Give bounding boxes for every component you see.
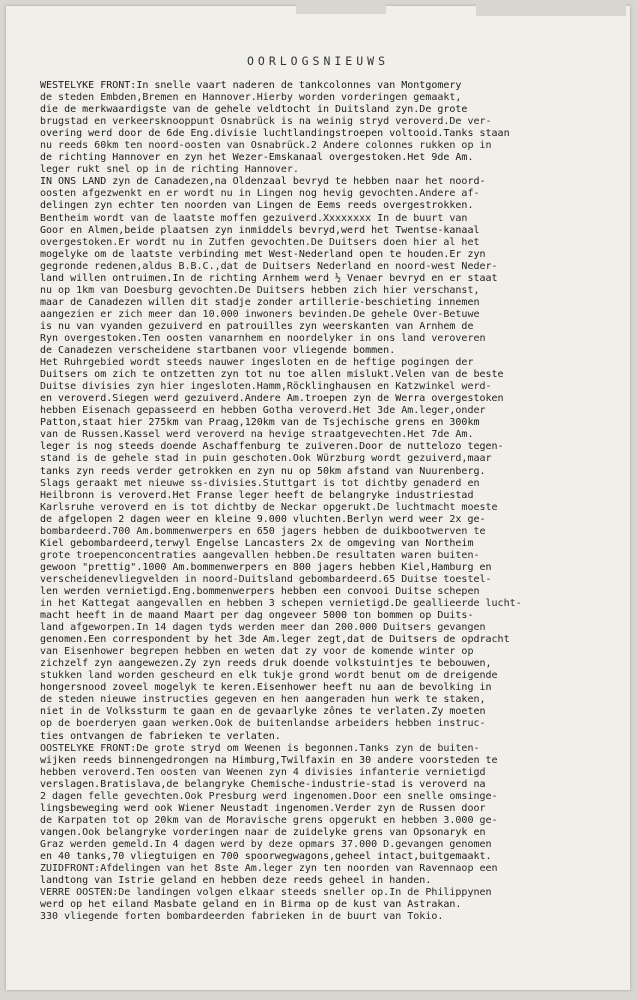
text-line: Slags geraakt met nieuwe ss-divisies.Stuttgart is tot dichtby genaderd en xyxy=(40,477,480,489)
text-line: verscheidenevliegvelden in noord-Duitsland gebombardeerd.65 Duitse toestel- xyxy=(40,573,492,585)
text-line: tanks zyn reeds verder getrokken en zyn nu op 50km afstand van Nuurenberg. xyxy=(40,465,486,477)
text-line: Graz werden gemeld.In 4 dagen werd by deze opmars 37.000 D.gevangen genomen xyxy=(40,838,492,850)
text-line: WESTELYKE FRONT:In snelle vaart naderen de tankcolonnes van Montgomery xyxy=(40,80,462,91)
text-line: de Karpaten tot op 20km van de Moravische grens opgerukt en hebben 3.000 ge- xyxy=(40,814,498,826)
text-line: gewoon "prettig".1000 Am.bommenwerpers en 800 jagers hebben Kiel,Hamburg en xyxy=(40,561,492,573)
page-title: OORLOGSNIEUWS xyxy=(246,54,389,68)
text-line: maar de Canadezen willen dit stadje zonder artillerie-beschieting innemen xyxy=(40,296,480,308)
text-line: leger rukt snel op in de richting Hannover. xyxy=(40,164,299,176)
text-line: en veroverd.Siegen werd gezuiverd.Andere Am.troepen zyn de Werra overgestoken xyxy=(40,393,504,405)
text-line: nu reeds 60km ten noord-oosten van Osnabrück.2 Andere colonnes rukken op in xyxy=(40,140,492,152)
text-line: leger is nog steeds doende Aschaffenburg te zuiveren.Door de nuttelozo tegen- xyxy=(40,441,504,453)
text-line: 2 dagen felle gevechten.Ook Presburg werd ingenomen.Door een snelle omsinge- xyxy=(40,790,498,802)
text-line: overing werd door de 6de Eng.divisie luchtlandingstroepen voltooid.Tanks staan xyxy=(40,128,510,140)
text-line: op de boerderyen gaan werken.Ook de buitenlandse arbeiders hebben instruc- xyxy=(40,718,486,730)
text-line: die de merkwaardigste van de gehele veldtocht in Duitsland zyn.De grote xyxy=(40,104,468,116)
text-line: stukken land worden gescheurd en elk tukje grond wordt benut om de dreigende xyxy=(40,670,498,682)
text-line: Bentheim wordt van de laatste moffen gezuiverd.Xxxxxxxx In de buurt van xyxy=(40,212,468,224)
text-line: werd op het eiland Masbate geland en in Birma op de kust van Astrakan. xyxy=(40,899,462,911)
text-line: hebben Eisenach gepasseerd en hebben Gotha veroverd.Het 3de Am.leger,onder xyxy=(40,405,486,417)
text-line: len werden vernietigd.Eng.bommenwerpers hebben een convooi Duitse schepen xyxy=(40,585,480,597)
text-line: is nu van vyanden gezuiverd en patrouilles zyn weerskanten van Arnhem de xyxy=(40,320,474,332)
text-line: IN ONS LAND zyn de Canadezen,na Oldenzaal bevryd te hebben naar het noord- xyxy=(40,176,486,188)
text-line: lingsbeweging werd ook Wiener Neustadt ingenomen.Verder zyn de Russen door xyxy=(40,802,486,814)
text-line: 330 vliegende forten bombardeerden fabrieken in de buurt van Tokio. xyxy=(40,911,444,923)
text-line: wijken reeds binnengedrongen na Himburg,Twilfaxin en 30 andere voorsteden te xyxy=(40,754,498,766)
text-line: Kiel gebombardeerd,terwyl Engelse Lancasters 2x de omgeving van Northeim xyxy=(40,537,474,549)
text-line: overgestoken.Er wordt nu in Zutfen gevochten.De Duitsers doen hier al het xyxy=(40,236,480,248)
text-line: Heilbronn is veroverd.Het Franse leger heeft de belangryke industriestad xyxy=(40,489,474,501)
text-line: grote troepenconcentraties aangevallen hebben.De resultaten waren buiten- xyxy=(40,549,480,561)
text-line: Duitsers om zich te ontzetten zyn tot nu toe allen mislukt.Velen van de beste xyxy=(40,369,504,381)
text-line: nu op 1km van Doesburg gevochten.De Duitsers hebben zich hier verschanst, xyxy=(40,284,480,296)
text-line: Het Ruhrgebied wordt steeds nauwer ingesloten en de heftige pogingen der xyxy=(40,357,474,369)
text-line: vangen.Ook belangryke vorderingen naar de zuidelyke grens van Opsonaryk en xyxy=(40,826,486,838)
text-line: de steden nieuwe instructies gegeven en hen aangeraden hun werk te staken, xyxy=(40,694,486,706)
text-line: aangezien er zich meer dan 10.000 inwoners bevinden.De gehele Over-Betuwe xyxy=(40,308,480,320)
text-line: niet in de Volkssturm te gaan en de gevaarlyke zônes te verlaten.Zy moeten xyxy=(40,706,486,718)
text-line: Duitse divisies zyn hier ingesloten.Hamm,Röcklinghausen en Katzwinkel werd- xyxy=(40,381,492,393)
text-line: Ryn overgestoken.Ten oosten vanarnhem en noordelyker in ons land veroveren xyxy=(40,332,486,344)
text-line: oosten afgezwenkt en er wordt nu in Lingen nog hevig gevochten.Andere af- xyxy=(40,188,480,200)
text-line: ZUIDFRONT:Afdelingen van het 8ste Am.leger zyn ten noorden van Ravennaop een xyxy=(40,863,498,875)
text-line: gegronde redenen,aldus B.B.C.,dat de Duitsers Nederland en noord-west Neder- xyxy=(40,260,498,272)
article-body xyxy=(40,80,626,923)
document-page xyxy=(6,6,630,990)
text-line: OOSTELYKE FRONT:De grote stryd om Weenen is begonnen.Tanks zyn de buiten- xyxy=(40,742,480,754)
text-line: en 40 tanks,70 vliegtuigen en 700 spoorwegwagons,geheel intact,buitgemaakt. xyxy=(40,851,492,862)
text-line: landtong van Istrie geland en hebben deze reeds geheel in handen. xyxy=(40,875,432,887)
text-line: de Canadezen verscheidene startbanen voor vliegende bommen. xyxy=(40,345,396,357)
text-line: delingen zyn echter ten noorden van Lingen de Eems reeds overgestrokken. xyxy=(40,200,474,212)
text-line: zichzelf zyn aangewezen.Zy zyn reeds druk doende volkstuintjes te bebouwen, xyxy=(40,658,492,670)
text-line: Goor en Almen,beide plaatsen zyn inmiddels bevryd,werd het Twentse-kanaal xyxy=(40,224,480,236)
text-line: stand is de gehele stad in puin geschoten.Ook Würzburg wordt gezuiverd,maar xyxy=(40,453,492,465)
torn-edge xyxy=(296,2,386,14)
text-line: de afgelopen 2 dagen weer en kleine 9.000 vluchten.Berlyn werd weer 2x ge- xyxy=(40,513,486,525)
torn-edge xyxy=(476,2,626,16)
text-line: genomen.Een correspondent by het 3de Am.leger zegt,dat de Duitsers de opdracht xyxy=(40,634,510,646)
text-line: hongersnood zoveel mogelyk te keren.Eisenhower heeft nu aan de bevolking in xyxy=(40,682,492,694)
text-line: van Eisenhower begrepen hebben en weten dat zy voor de komende winter op xyxy=(40,646,474,658)
text-line: van de Russen.Kassel werd veroverd na hevige straatgevechten.Het 7de Am. xyxy=(40,429,474,441)
text-line: mogelyke om de laatste verbinding met West-Nederland open te houden.Er zyn xyxy=(40,248,486,260)
text-line: brugstad en verkeersknooppunt Osnabrück is na weinig stryd veroverd.De ver- xyxy=(40,116,492,128)
text-line: VERRE OOSTEN:De landingen volgen elkaar steeds sneller op.In de Philippynen xyxy=(40,887,492,899)
text-line: hebben veroverd.Ten oosten van Weenen zyn 4 divisies infanterie vernietigd xyxy=(40,766,486,778)
text-line: bombardeerd.700 Am.bommenwerpers en 650 jagers hebben de duikbootwerven te xyxy=(40,525,486,537)
text-line: macht heeft in de maand Maart per dag ongeveer 5000 ton bommen op Duits- xyxy=(40,610,474,622)
text-line: land willen ontruimen.In de richting Arnhem werd ½ Venaer bevryd en er staat xyxy=(40,272,498,284)
text-line: land afgeworpen.In 14 dagen tyds werden meer dan 200.000 Duitsers gevangen xyxy=(40,622,486,634)
text-line: de steden Embden,Bremen en Hannover.Hierby worden vorderingen gemaakt, xyxy=(40,92,462,104)
text-line: verslagen.Bratislava,de belangryke Chemische-industrie-stad is veroverd na xyxy=(40,778,486,790)
text-line: de richting Hannover en zyn het Wezer-Emskanaal overgestoken.Het 9de Am. xyxy=(40,152,474,164)
text-line: in het Kattegat aangevallen en hebben 3 schepen vernietigd.De geallieerde lucht- xyxy=(40,598,522,610)
text-line: Karlsruhe veroverd en is tot dichtby de Neckar opgerukt.De luchtmacht moeste xyxy=(40,501,498,513)
text-line: Patton,staat hier 275km van Praag,120km van de Tsjechische grens en 300km xyxy=(40,417,480,429)
text-line: ties ontvangen de fabrieken te verlaten. xyxy=(40,730,281,742)
